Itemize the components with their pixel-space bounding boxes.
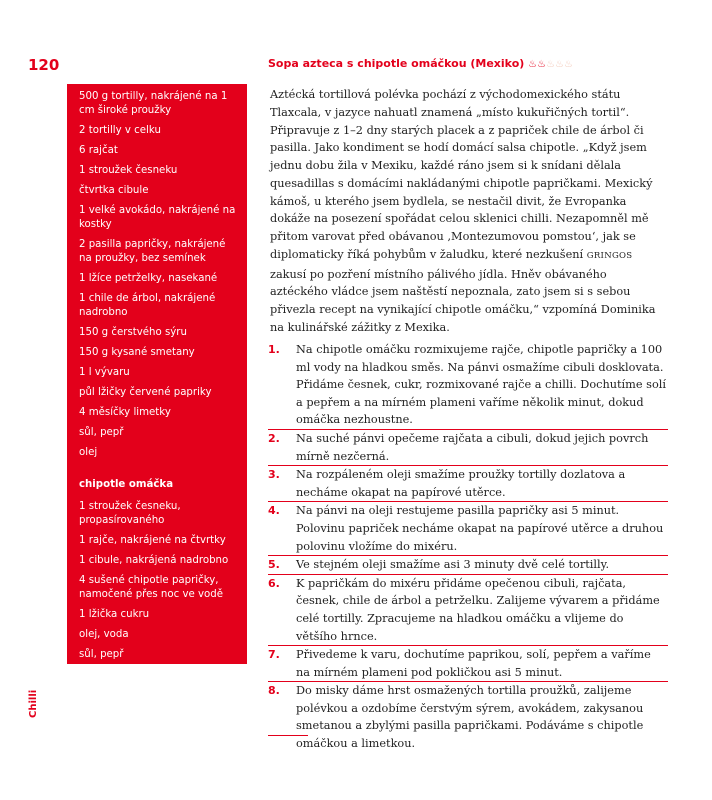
ingredient-item: 6 rajčat — [79, 145, 118, 156]
chili-flame-icon: ♨ — [555, 59, 564, 70]
step-text: K papričkám do mixéru přidáme opečenou cibuli, rajčata, česnek, chile de árbol a petrželku. Zalijeme vývarem a přidáme celé tortilly. Zpracujeme na hladkou omáčku a vlijeme do většího hrnce. — [296, 576, 660, 643]
step-number: 3. — [268, 468, 280, 482]
method-step — [268, 556, 668, 575]
intro-text-part1: Aztécká tortillová polévka pochází z východomexického státu Tlaxcala, v jazyce nahuatl znamená „místo kukuřičných tortil“. Připravuje z 1–2 dny starých placek a z papriček chile de árbol či pasilla. Jako kondiment se hodí domácí salsa chipotle. „Když jsem jednu dobu žila v Mexiku, každé ráno jsem si k snídani dělala quesadillas s domácími nakládanými chipotle papričkami. Mexický kámoš, u kterého jsem bydlela, se nestačil divit, že Evropanka dokáže na posezení spořádat celou sklenici chilli. Nezapomněl mě přitom varovat před obávanou ‚Montezumovou pomstou‘, jak se diplomaticky říká pohybům v žaludku, které nezkušení — [270, 88, 653, 261]
ingredient-item: 2 tortilly v celku — [79, 125, 161, 136]
step-text: Ve stejném oleji smažíme asi 3 minuty dvě celé tortilly. — [296, 558, 610, 572]
step-number: 8. — [268, 684, 280, 698]
sauce-ingredient-item: 1 rajče, nakrájené na čtvrtky — [79, 535, 226, 546]
ingredient-item: 2 pasilla papričky, nakrájené na proužky, bez semínek — [79, 239, 226, 264]
ingredient-item: 500 g tortilly, nakrájené na 1 cm široké proužky — [79, 91, 228, 116]
method-steps — [268, 341, 668, 753]
step-text: Na pánvi na oleji restujeme pasilla papričky asi 5 minut. Polovinu papriček necháme okapat na papírové utěrce a druhou polovinu vložíme do mixéru. — [296, 504, 664, 553]
page-number: 120 — [28, 56, 60, 74]
ingredient-item: sůl, pepř — [79, 427, 124, 438]
sauce-heading: chipotle omáčka — [79, 479, 174, 490]
step-number: 7. — [268, 648, 280, 662]
step-text: Přivedeme k varu, dochutíme paprikou, solí, pepřem a vaříme na mírném plameni pod pokličkou asi 5 minut. — [296, 648, 651, 679]
ingredient-item: 1 lžíce petrželky, nasekané — [79, 273, 218, 284]
method-step — [268, 682, 668, 752]
sauce-ingredients-list — [79, 500, 237, 662]
intro-paragraph — [270, 86, 665, 337]
method-step — [268, 646, 668, 682]
sauce-ingredient-item: 1 stroužek česneku, propasírovaného — [79, 501, 181, 526]
intro-gringos-smallcaps: GRINGOS — [586, 250, 633, 261]
ingredients-panel — [67, 84, 247, 664]
ingredient-item: půl lžičky červené papriky — [79, 387, 212, 398]
ingredient-item: 1 chile de árbol, nakrájené nadrobno — [79, 293, 216, 318]
chili-flame-icon: ♨ — [528, 59, 538, 70]
sauce-ingredient-item: 1 lžička cukru — [79, 609, 150, 620]
recipe-title-text: Sopa azteca s chipotle omáčkou (Mexiko) — [268, 57, 525, 70]
method-step — [268, 430, 668, 466]
chili-flame-icon: ♨ — [537, 59, 547, 70]
sauce-ingredient-item: 4 sušené chipotle papričky, namočené přes noc ve vodě — [79, 575, 223, 600]
sauce-ingredient-item: 1 cibule, nakrájená nadrobno — [79, 555, 229, 566]
step-number: 5. — [268, 558, 280, 572]
intro-text-part2: zakusí po pozření místního pálivého jídla. Hněv obávaného aztéckého vládce jsem naštěstí nepoznala, zato jsem si s sebou přivezla recept na vynikající chipotle omáčku,“ vzpomíná Dominika na kulinářské zážitky z Mexika. — [270, 267, 656, 334]
step-number: 2. — [268, 431, 280, 445]
steps-end-rule — [268, 735, 308, 736]
spiciness-rating — [528, 57, 573, 70]
recipe-title — [268, 57, 688, 70]
method-step — [268, 502, 668, 556]
ingredient-item: 1 l vývaru — [79, 367, 130, 378]
ingredient-item: 1 velké avokádo, nakrájené na kostky — [79, 205, 236, 230]
chili-flame-icon: ♨ — [564, 59, 573, 70]
ingredient-item: 1 stroužek česneku — [79, 165, 178, 176]
step-text: Na chipotle omáčku rozmixujeme rajče, chipotle papričky a 100 ml vody na hladkou směs. Na pánvi osmažíme cibuli dosklovata. Přidáme česnek, cukr, rozmixované rajče a chilli. Dochutíme solí a pepřem a na mírném plameni vaříme několik minut, dokud omáčka nezhoustne. — [296, 343, 666, 427]
ingredient-item: 150 g čerstvého sýru — [79, 327, 187, 338]
sauce-ingredient-item: olej, voda — [79, 629, 129, 640]
method-step — [268, 575, 668, 646]
chili-flame-icon: ♨ — [546, 59, 556, 70]
ingredient-item: olej — [79, 447, 98, 458]
step-text: Na suché pánvi opečeme rajčata a cibuli, dokud jejich povrch mírně nezčerná. — [296, 431, 649, 463]
ingredients-list — [79, 90, 237, 460]
step-number: 1. — [268, 343, 280, 356]
ingredient-item: čtvrtka cibule — [79, 185, 149, 196]
step-text: Na rozpáleném oleji smažíme proužky tortilly dozlatova a necháme okapat na papírové utěrce. — [296, 468, 626, 499]
step-text: Do misky dáme hrst osmažených tortilla proužků, zalijeme polévkou a ozdobíme čerstvým sýrem, avokádem, zakysanou smetanou a zbylými pasilla papričkami. Podáváme s chipotle omáčkou a limetkou. — [296, 684, 644, 751]
ingredient-item: 4 měsíčky limetky — [79, 407, 171, 418]
method-step — [268, 466, 668, 502]
step-number: 4. — [268, 504, 280, 518]
step-number: 6. — [268, 576, 280, 590]
chapter-side-label: Chilli — [28, 689, 39, 718]
sauce-ingredient-item: sůl, pepř — [79, 649, 124, 660]
method-step — [268, 341, 668, 430]
ingredient-item: 150 g kysané smetany — [79, 347, 195, 358]
